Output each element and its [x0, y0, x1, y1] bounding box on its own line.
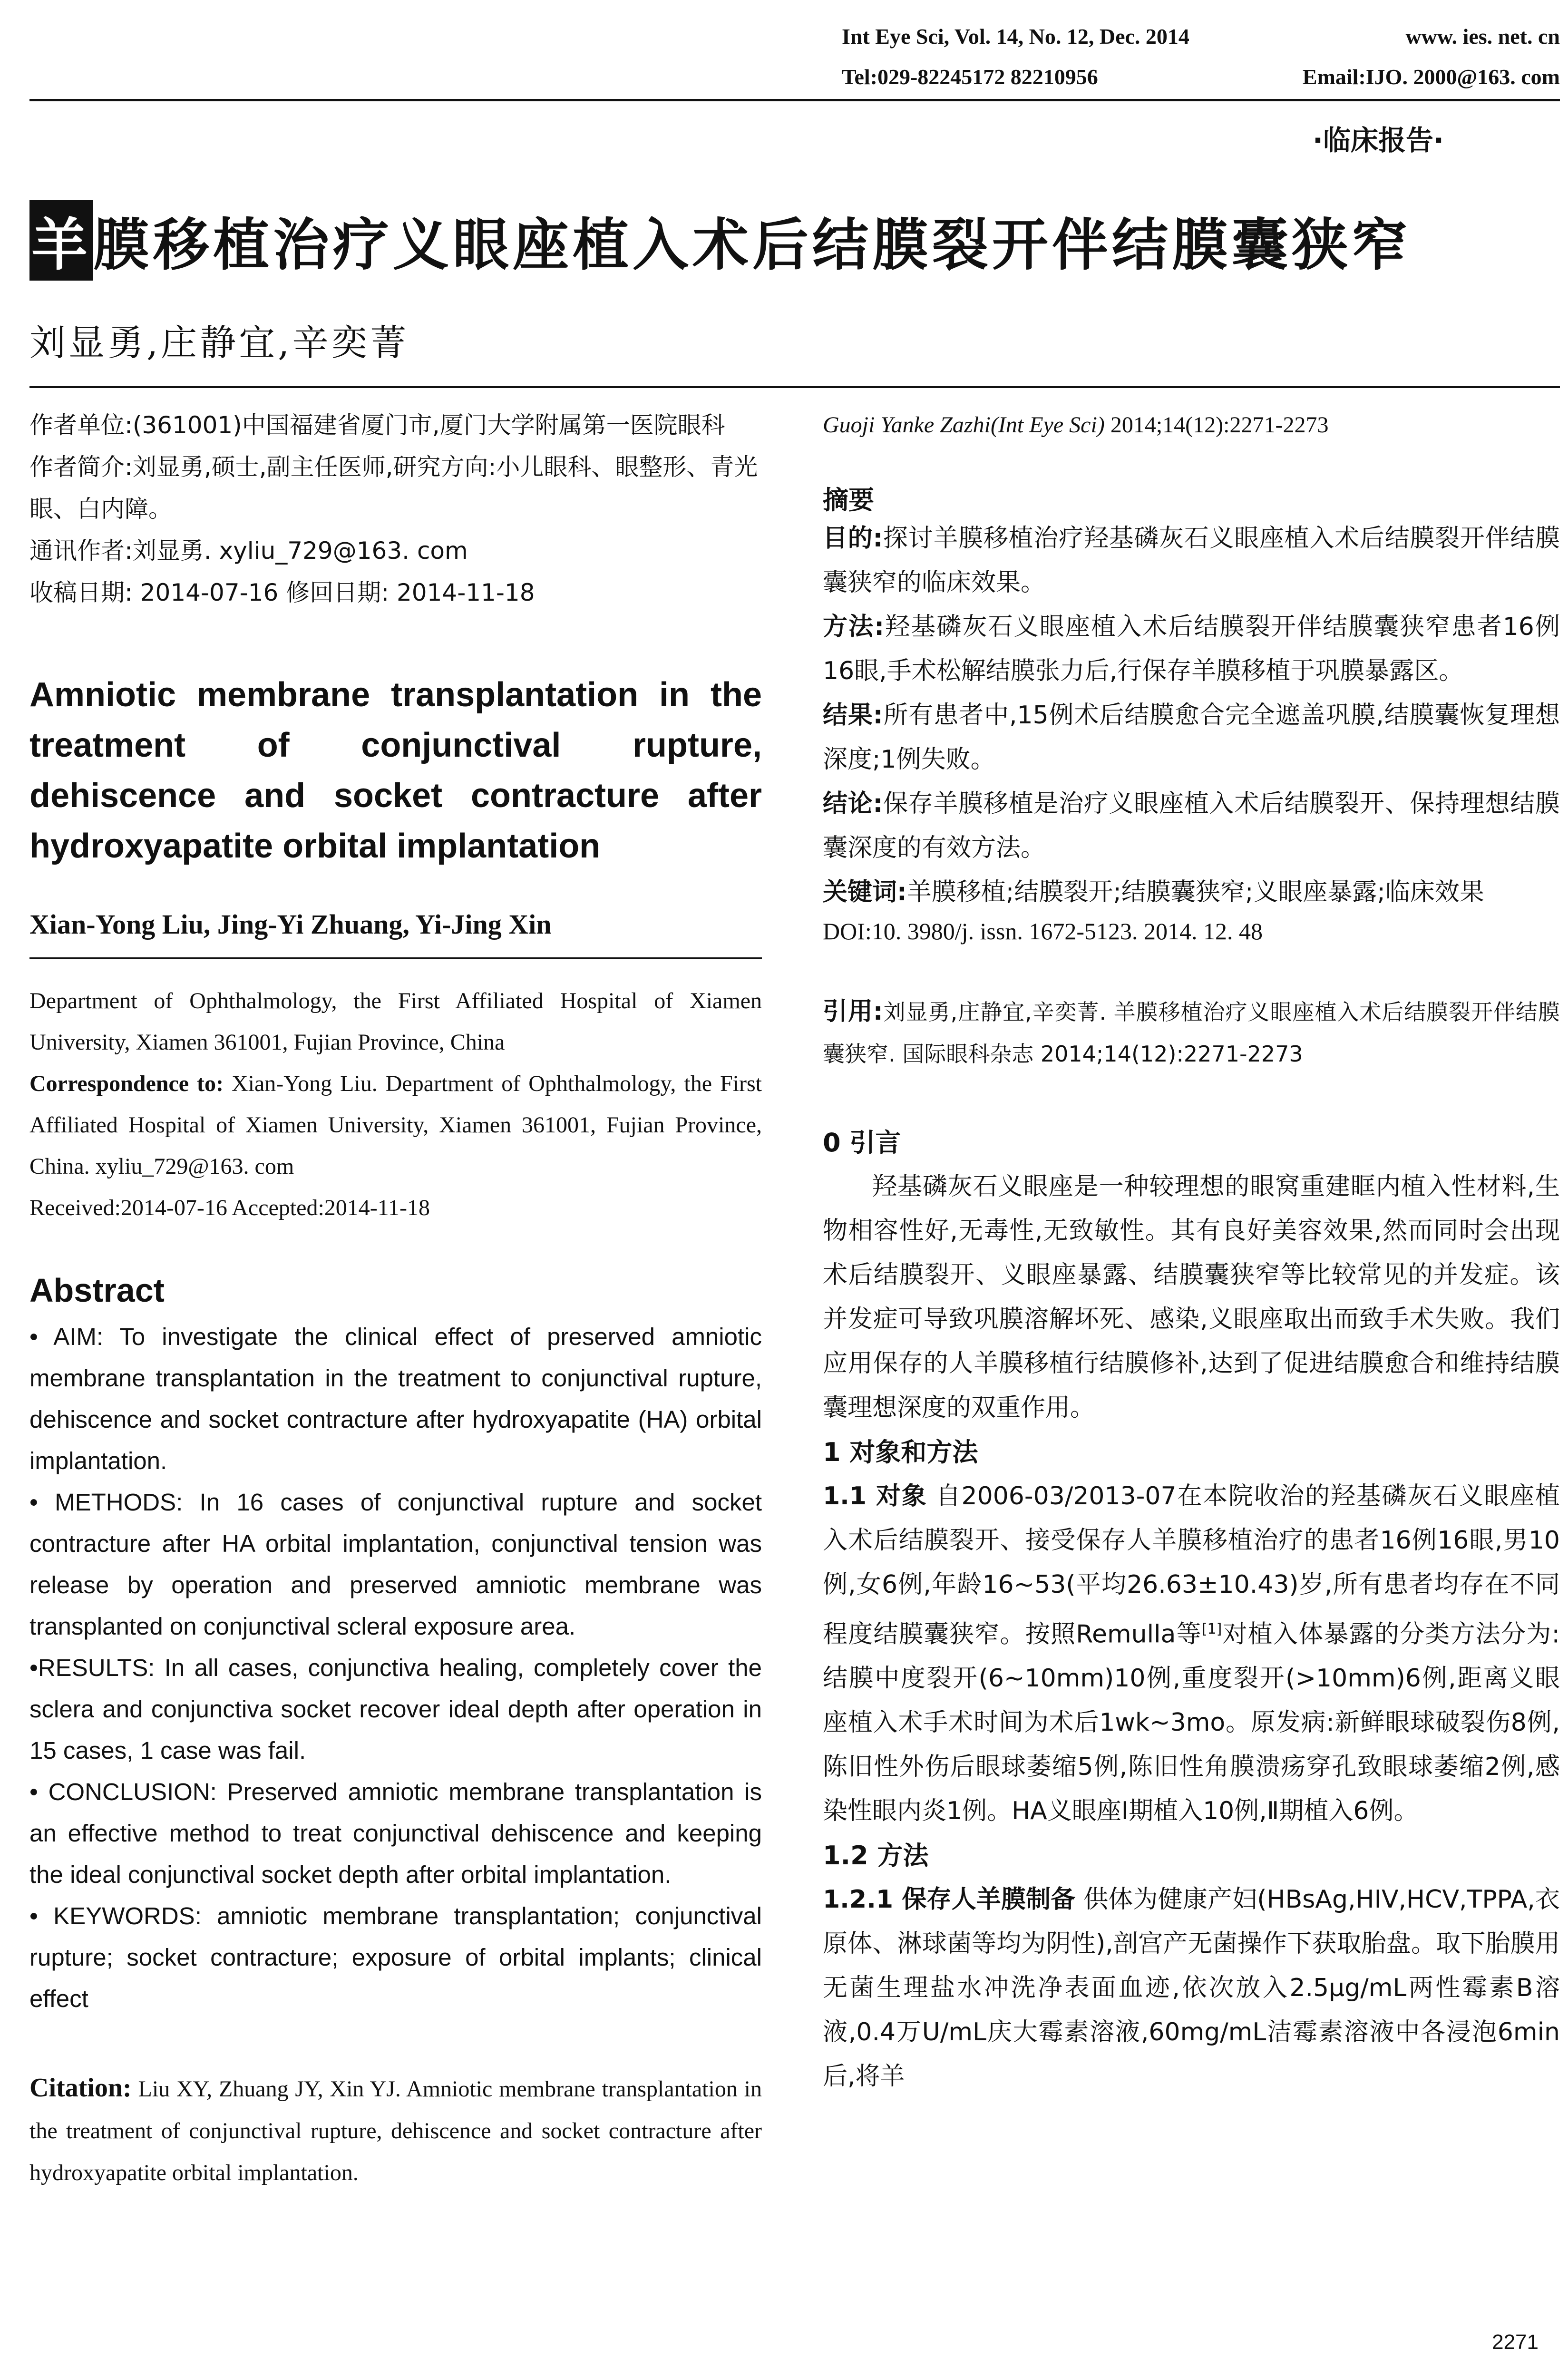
- section-1-1-text-cont: 对植入体暴露的分类方法分为:结膜中度裂开(6~10mm)10例,重度裂开(>10mm)6例,距离义眼座植入术手术时间为术后1wk~3mo。原发病:新鲜眼球破裂伤8例,陈旧性外伤后眼球萎缩5例,陈旧性角膜溃疡穿孔致眼球萎缩2例,感染性眼内炎1例。HA义眼座Ⅰ期植入10例,Ⅱ期植入6例。: [823, 1620, 1560, 1826]
- abstract-cn-results: [823, 693, 1560, 782]
- abstract-methods: • METHODS: In 16 cases of conjunctival rupture and socket contracture after HA orbital implantation, conjunctival tension was release by operation and preserved amniotic membrane was transplanted on conjunctival scleral exposure area.: [29, 1489, 762, 1640]
- journal-pinyin-name: Guoji Yanke Zazhi(Int Eye Sci): [823, 412, 1105, 438]
- abstract-cn: [823, 516, 1560, 915]
- section-1-2-1-label: 1.2.1 保存人羊膜制备: [823, 1885, 1076, 1914]
- journal-citation: Int Eye Sci, Vol. 14, No. 12, Dec. 2014: [842, 24, 1189, 49]
- left-column: [29, 404, 762, 2194]
- journal-citation-pinyin: [823, 412, 1560, 438]
- reference-1: [1]: [1201, 1621, 1222, 1637]
- title-rest: 膜移植治疗义眼座植入术后结膜裂开伴结膜囊狭窄: [93, 212, 1412, 278]
- section-intro-heading: 0 引言: [823, 1128, 901, 1158]
- author-bio: 作者简介:刘显勇,硕士,副主任医师,研究方向:小儿眼科、眼整形、青光眼、白内障。: [29, 453, 758, 523]
- conclusion-label: 结论:: [823, 789, 883, 818]
- citation-cn-text: 刘显勇,庄静宜,辛奕菁. 羊膜移植治疗义眼座植入术后结膜裂开伴结膜囊狭窄. 国际眼科杂志 2014;14(12):2271-2273: [823, 999, 1560, 1067]
- dates-cn: 收稿日期: 2014-07-16 修回日期: 2014-11-18: [29, 579, 535, 606]
- right-column: [823, 404, 1560, 2099]
- title-divider: [29, 386, 1560, 388]
- abstract-conclusion: • CONCLUSION: Preserved amniotic membrane transplantation is an effective method to treat conjunctival dehiscence and keeping the ideal conjunctival socket depth after orbital implantation.: [29, 1778, 762, 1888]
- page-number: 2271: [1492, 2330, 1539, 2354]
- header-divider: [29, 99, 1560, 101]
- authors-divider: [29, 957, 762, 959]
- body-text: [823, 1120, 1560, 2099]
- aim-text: 探讨羊膜移植治疗羟基磷灰石义眼座植入术后结膜裂开伴结膜囊狭窄的临床效果。: [823, 524, 1560, 597]
- journal-tel: Tel:029-82245172 82210956: [842, 65, 1098, 89]
- section-1-2-1: [823, 1878, 1560, 2099]
- column-tag: ·临床报告·: [1313, 124, 1444, 156]
- title-first-char: 羊: [29, 200, 93, 281]
- department-line: Department of Ophthalmology, the First Affiliated Hospital of Xiamen University, Xiamen 361001, Fujian Province, China: [29, 988, 762, 1055]
- doi: DOI:10. 3980/j. issn. 1672-5123. 2014. 12. 48: [823, 918, 1263, 945]
- journal-website: www. ies. net. cn: [1405, 24, 1560, 49]
- abstract-cn-heading: 摘要: [823, 485, 874, 515]
- keywords-label: 关键词:: [823, 878, 907, 906]
- correspondence-label: Correspondence to:: [29, 1071, 224, 1096]
- abstract-keywords: • KEYWORDS: amniotic membrane transplantation; conjunctival rupture; socket contracture; exposure of orbital implants; clinical effect: [29, 1902, 762, 2012]
- abstract-en: [29, 1316, 762, 2019]
- dates-en: Received:2014-07-16 Accepted:2014-11-18: [29, 1195, 430, 1220]
- citation-cn-label: 引用:: [823, 997, 883, 1026]
- citation-en: [29, 2067, 762, 2194]
- journal-contact-line: [842, 64, 1560, 89]
- paper-title-en: Amniotic membrane transplantation in the treatment of conjunctival rupture, dehiscence and socket contracture after hydroxyapatite orbital implantation: [29, 676, 762, 865]
- section-1-1-label: 1.1 对象: [823, 1482, 927, 1510]
- correspondence-text: Xian-Yong Liu. Department of Ophthalmology, the First Affiliated Hospital of Xiamen University, Xiamen 361001, Fujian Province, China. xyliu_729@163. com: [29, 1071, 762, 1179]
- journal-pinyin-volume: 2014;14(12):2271-2273: [1104, 412, 1329, 438]
- section-1-1-text: 自2006-03/2013-07在本院收治的羟基磷灰石义眼座植入术后结膜裂开、接受保存人羊膜移植治疗的患者16例16眼,男10例,女6例,年龄16~53(平均26.63±10.43)岁,所有患者均存在不同程度结膜囊狭窄。按照Remulla等: [823, 1482, 1560, 1649]
- journal-email: Email:IJO. 2000@163. com: [1302, 65, 1560, 89]
- citation-label: Citation:: [29, 2073, 132, 2103]
- abstract-cn-methods: [823, 605, 1560, 693]
- citation-cn: [823, 991, 1560, 1075]
- journal-header-line: [842, 24, 1560, 49]
- paper-title-cn: [29, 200, 1412, 281]
- section-1-heading: 1 对象和方法: [823, 1437, 978, 1467]
- section-1-2-1-text: 供体为健康产妇(HBsAg,HIV,HCV,TPPA,衣原体、淋球菌等均为阴性),剖宫产无菌操作下获取胎盘。取下胎膜用无菌生理盐水冲洗净表面血迹,依次放入2.5μg/mL两性霉素B溶液,0.4万U/mL庆大霉素溶液,60mg/mL洁霉素溶液中各浸泡6min后,将羊: [823, 1885, 1560, 2091]
- methods-label: 方法:: [823, 613, 885, 641]
- aim-label: 目的:: [823, 524, 883, 553]
- authors-cn: 刘显勇,庄静宜,辛奕菁: [29, 321, 409, 364]
- abstract-results: •RESULTS: In all cases, conjunctiva healing, completely cover the sclera and conjunctiva socket recover ideal depth after operation in 15 cases, 1 case was fail.: [29, 1654, 762, 1764]
- abstract-cn-conclusion: [823, 782, 1560, 870]
- conclusion-text: 保存羊膜移植是治疗义眼座植入术后结膜裂开、保持理想结膜囊深度的有效方法。: [823, 789, 1560, 862]
- methods-text: 羟基磷灰石义眼座植入术后结膜裂开伴结膜囊狭窄患者16例16眼,手术松解结膜张力后,行保存羊膜移植于巩膜暴露区。: [823, 613, 1560, 685]
- section-1-2-heading: 1.2 方法: [823, 1841, 929, 1871]
- abstract-cn-keywords: [823, 870, 1560, 915]
- author-affiliation: 作者单位:(361001)中国福建省厦门市,厦门大学附属第一医院眼科: [29, 411, 725, 439]
- keywords-text: 羊膜移植;结膜裂开;结膜囊狭窄;义眼座暴露;临床效果: [906, 878, 1484, 906]
- authors-en: Xian-Yong Liu, Jing-Yi Zhuang, Yi-Jing Xin: [29, 909, 552, 940]
- intro-paragraph: 羟基磷灰石义眼座是一种较理想的眼窝重建眶内植入性材料,生物相容性好,无毒性,无致敏性。其有良好美容效果,然而同时会出现术后结膜裂开、义眼座暴露、结膜囊狭窄等比较常见的并发症。该并发症可导致巩膜溶解坏死、感染,义眼座取出而致手术失败。我们应用保存的人羊膜移植行结膜修补,达到了促进结膜愈合和维持结膜囊理想深度的双重作用。: [823, 1172, 1560, 1422]
- corresponding-author: 通讯作者:刘显勇. xyliu_729@163. com: [29, 537, 468, 565]
- results-text: 所有患者中,15例术后结膜愈合完全遮盖巩膜,结膜囊恢复理想深度;1例失败。: [823, 701, 1560, 774]
- abstract-cn-aim: [823, 516, 1560, 605]
- abstract-aim: • AIM: To investigate the clinical effect of preserved amniotic membrane transplantation in the treatment to conjunctival rupture, dehiscence and socket contracture after hydroxyapatite (HA) orbital implantation.: [29, 1323, 762, 1474]
- citation-text: Liu XY, Zhuang JY, Xin YJ. Amniotic membrane transplantation in the treatment of conjunctival rupture, dehiscence and socket contracture after hydroxyapatite orbital implantation.: [29, 2076, 762, 2185]
- section-1-1: [823, 1474, 1560, 1833]
- department-en: [29, 980, 762, 1228]
- results-label: 结果:: [823, 701, 883, 730]
- abstract-heading: Abstract: [29, 1272, 165, 1309]
